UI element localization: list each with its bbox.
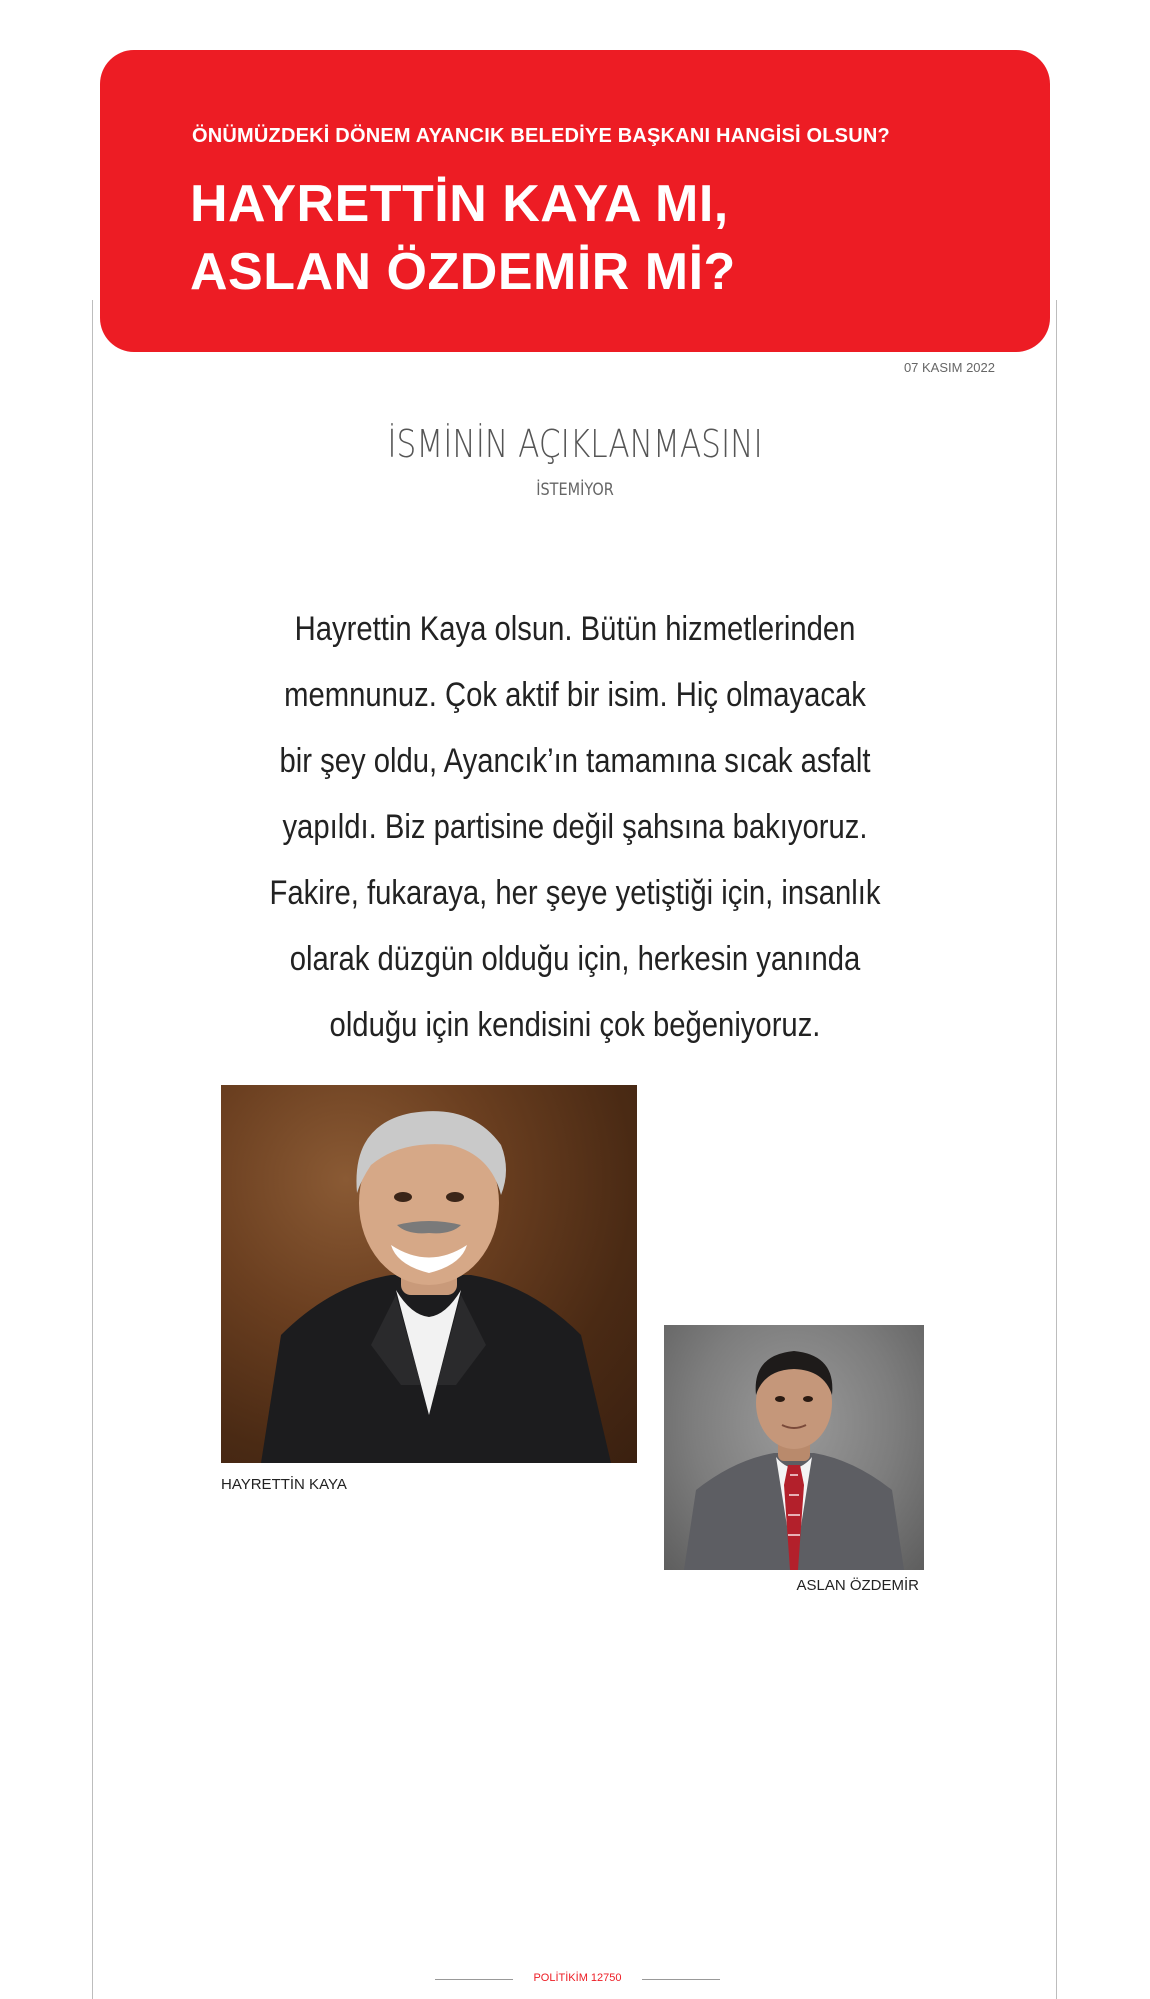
quote-line: olarak düzgün olduğu için, herkesin yanında [289,940,861,978]
publish-date: 07 KASIM 2022 [903,360,995,375]
headline-kicker: ÖNÜMÜZDEKİ DÖNEM AYANCIK BELEDİYE BAŞKANI HANGİSİ OLSUN? [192,125,890,147]
quote-line: yapıldı. Biz partisine değil şahsına bakıyoruz. [282,808,868,846]
page-footer: POLİTİKİM 12750 [533,1972,622,1984]
quote-line: memnunuz. Çok aktif bir isim. Hiç olmayacak [284,676,866,714]
quote-block [200,596,950,1058]
quote-line: olduğu için kendisini çok beğeniyoruz. [329,1006,821,1044]
footer-divider-right [642,1979,720,1980]
footer-divider-left [435,1979,513,1980]
page-frame-right-rule [1056,300,1057,1999]
photo-caption: ASLAN ÖZDEMİR [796,1577,919,1594]
page-title [190,170,1010,306]
quote-line: Hayrettin Kaya olsun. Bütün hizmetlerinden [294,610,856,648]
photo-caption: HAYRETTİN KAYA [221,1476,347,1493]
headline-line-1: HAYRETTİN KAYA MI, [190,175,729,233]
portrait-photo-hayrettin-kaya [221,1085,637,1463]
source-title: İSMİNİN AÇIKLANMASINI [387,422,763,466]
page-frame-left-rule [92,300,93,1999]
quote-line: Fakire, fukaraya, her şeye yetiştiği için, insanlık [269,874,881,912]
quote-line: bir şey oldu, Ayancık’ın tamamına sıcak asfalt [279,742,871,780]
source-subtitle: İSTEMİYOR [536,480,614,500]
headline-line-2: ASLAN ÖZDEMİR Mİ? [190,243,736,301]
portrait-photo-aslan-ozdemir [664,1325,924,1570]
